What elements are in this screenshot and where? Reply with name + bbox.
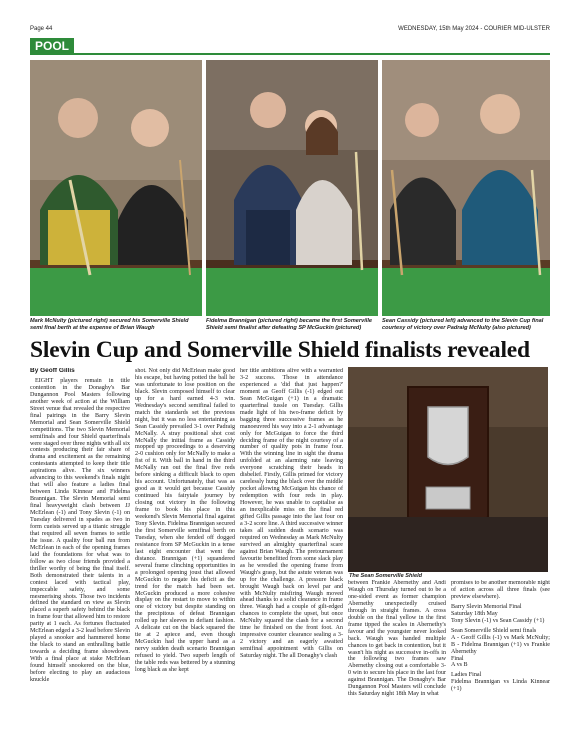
caption-photo1: Mark McNulty (pictured right) secured his Somerville Shield semi final berth at the expense of Brian Waugh	[30, 318, 189, 331]
fixture-line: Barry Slevin Memorial Final	[451, 603, 522, 610]
page-header	[30, 24, 550, 34]
caption-photo2: Fidelma Brannigan (pictured right) became the first Somerville Shield semi finalist after defeating SP McGuckin (pictured)	[206, 318, 372, 331]
photo-mcnulty-waugh	[30, 60, 202, 316]
article-column-3	[240, 368, 343, 730]
article-column-1	[30, 368, 130, 730]
column-1-text: EIGHT players remain in title contention in the Donaghy's Bar Dungannon Pool Masters following another week of action at the William Street venue that revealed the respective final pairings in the Barry Slevin Memorial and Sean Somerville Shield competitions. The two Slevin Memorial semifinals and four Shield quarterfinals were staged over three nights with all six contests producing their fair share of drama and excitement as the remaining contestants attempted to keep their title aspirations alive. The six winners advancing to this weekend's finals night that will also feature a ladies final between Linda Kinnear and Fidelma Brannigan. The Slevin Memorial semi final heavyweight clash between JJ McErlean (-1) and Tony Slevin (-1) on Tuesday delivered in spades as two in form cueists served up a titanic struggle that required all seven frames to settle the issue. A quality four ball run from McErlean in each of the opening frames laid the foundations for what was to follow as two close friends provided a thriller worthy of being the final itself. Both demonstrated their talents in a contest laced with tactical play, impeccable safety, and some mesmerising shots. Those two incidents defined the standard on view as Slevin placed a superb safety behind the black in frame four that allowed him to restore parity at 1 each. As fortunes fluctuated McErlean edged a 3-2 lead before Slevin played a snooker and hammered home the black to stand an enthralling battle towards a deciding frame showdown. With a final place at stake McErlean found himself snookered on the blue, before electing to play an audacious knuckle	[30, 377, 130, 683]
fixture-line: A vs B	[451, 662, 468, 669]
column-5-intro: promises to be another memorable night of action across all three finals (see preview elsewhere).	[451, 580, 550, 600]
column-4-text: between Frankie Abernethy and Andi Waugh on Thursday turned out to be a one-sided event as former champion Abernethy unexpectedly cruised through in straight frames. A cross double on the final yellow in the first frame tipped the scales in Abernethy's favour and the youngster never looked back. Waugh was handed multiple chances to get back in contention, but it wasn't his night as successive in-offs in the following two frames saw Abernethy closing out a comfortable 3-0 win to secure his place in the last four against Brannigan. The Donaghy's Bar Dungannon Pool Masters will conclude this Saturday night 18th May in what	[348, 580, 446, 698]
date-line: WEDNESDAY, 15th May 2024 - COURIER MID-ULSTER	[398, 26, 550, 32]
fixture-line: Sean Somerville Shield semi finals	[451, 627, 537, 634]
fixture-line: Final	[451, 655, 464, 662]
fixture-line: Fidelma Brannigan vs Linda Kinnear (+1)	[451, 679, 550, 693]
fixture-line: Saturday 18th May	[451, 610, 498, 617]
article-column-4	[348, 580, 446, 730]
column-2-text: shot. Not only did McErlean make good his escape, but having potted the ball he was unfortunate to lose position on the black. Slevin composed himself to clear up for a hard earned 4-3 win. Wednesday's second semifinal failed to match the standards set the previous night, but it was no less entertaining as Sean Cassidy prevailed 3-1 over Padraig McNally. A stray positional shot cost McNally the initial frame as Cassidy mopped up proceedings to a deserving 2-0 cushion only for McNally to make a fist of it. With ball in hand in the third McNally ran out the final five reds before sinking a difficult black to open his account. Unfortunately, that was as good as it would get because Cassidy continued his fairytale journey by closing out victory in the following frame to book his place in this weekend's Slevin Memorial final against Tony Slevin. Fidelma Brannigan secured the first Somerville semifinal berth on Tuesday, when she fended off dogged resistance from SP McGuckin in a tense last eight encounter that went the distance. Brannigan (+1) squandered several frame clinching opportunities in a prolonged opening joust that allowed McGuckin to negate his deficit as the trend for the match had been set. McGuckin produced a more cohesive display on the restart to move to within one of victory but despite standing on the precipitous of defeat Brannigan rolled up her sleeves in defiant fashion. A delicate cut on the black squared the tie at 2 apiece and, even though McGuckin had the upper hand as a nervy sudden death scenario Brannigan refused to yield. Two superb length of the table reds was bettered by a stunning long black as she kept	[135, 368, 235, 673]
photo-cassidy-mcnulty	[382, 60, 550, 316]
byline: By Geoff Gillis	[30, 368, 75, 374]
section-label: POOL	[30, 38, 74, 54]
photo-brannigan-mcguckin	[206, 60, 378, 316]
article-headline: Slevin Cup and Somerville Shield finalists revealed	[30, 337, 530, 363]
section-rule	[30, 53, 550, 55]
section-banner	[30, 37, 550, 53]
fixture-line: Ladies Final	[451, 672, 482, 679]
article-column-2	[135, 368, 235, 730]
column-3-text: her title ambitions alive with a warranted 3-2 success. Those in attendance experienced a 'did that just happen?' moment as Geoff Gillis (-1) edged out Sean McGuigan (+1) in a dramatic quarterfinal tussle on Tuesday. Gillis made light of his two-frame deficit by bagging three successive frames as he manoeuvred his way into a 2-1 advantage only for McGuigan to force the third deciding frame of the night courtesy of a number of quality pots in frame four. With the winning line in sight the drama unfolded at an alarming rate leaving everyone scratching their heads in disbelief. Firstly, Gillis primed for victory carelessly hung the black over the middle pocket allowing McGuigan his chance of redemption with four reds in play. However, he was unable to capitalise as an inexplicable miss on the final red gifted Gillis passage into the last four on a 3-2 score line. A third successive winner takes all sudden death scenario was required on Wednesday as Mark McNulty survived an almighty quarterfinal scare against Brian Waugh. The pretournament favourite benefitted from some slack play as he wrestled the opening frame from Waugh's grasp, but the astute veteran was up for the challenge. A pressure black brought Waugh back on level par and with McNulty misfiring Waugh moved ahead thanks to a solid clearance in frame three. Waugh had a couple of gilt-edged chances to complete the upset, but once McNulty squared the clash for a second time he finished on the front foot. An impressive counter clearance sealing a 3-2 victory and an eagerly awaited semifinal appointment with Gillis on Saturday night. The all Donaghy's clash	[240, 368, 343, 660]
page-number: Page 44	[30, 26, 53, 32]
caption-trophy: The Sean Somerville Shield	[349, 573, 423, 579]
caption-photo3: Sean Cassidy (pictured left) advanced to the Slevin Cup final courtesy of victory over Padraig McNulty (also pictured)	[382, 318, 544, 331]
trophy-photo	[348, 367, 548, 572]
fixture-line: A - Geoff Gillis (-1) vs Mark McNulty; B - Fidelma Brannigan (+1) vs Frankie Abernethy	[451, 634, 550, 655]
article-column-5	[451, 580, 550, 730]
fixture-line: Tony Slevin (-1) vs Sean Cassidy (+1)	[451, 617, 545, 624]
